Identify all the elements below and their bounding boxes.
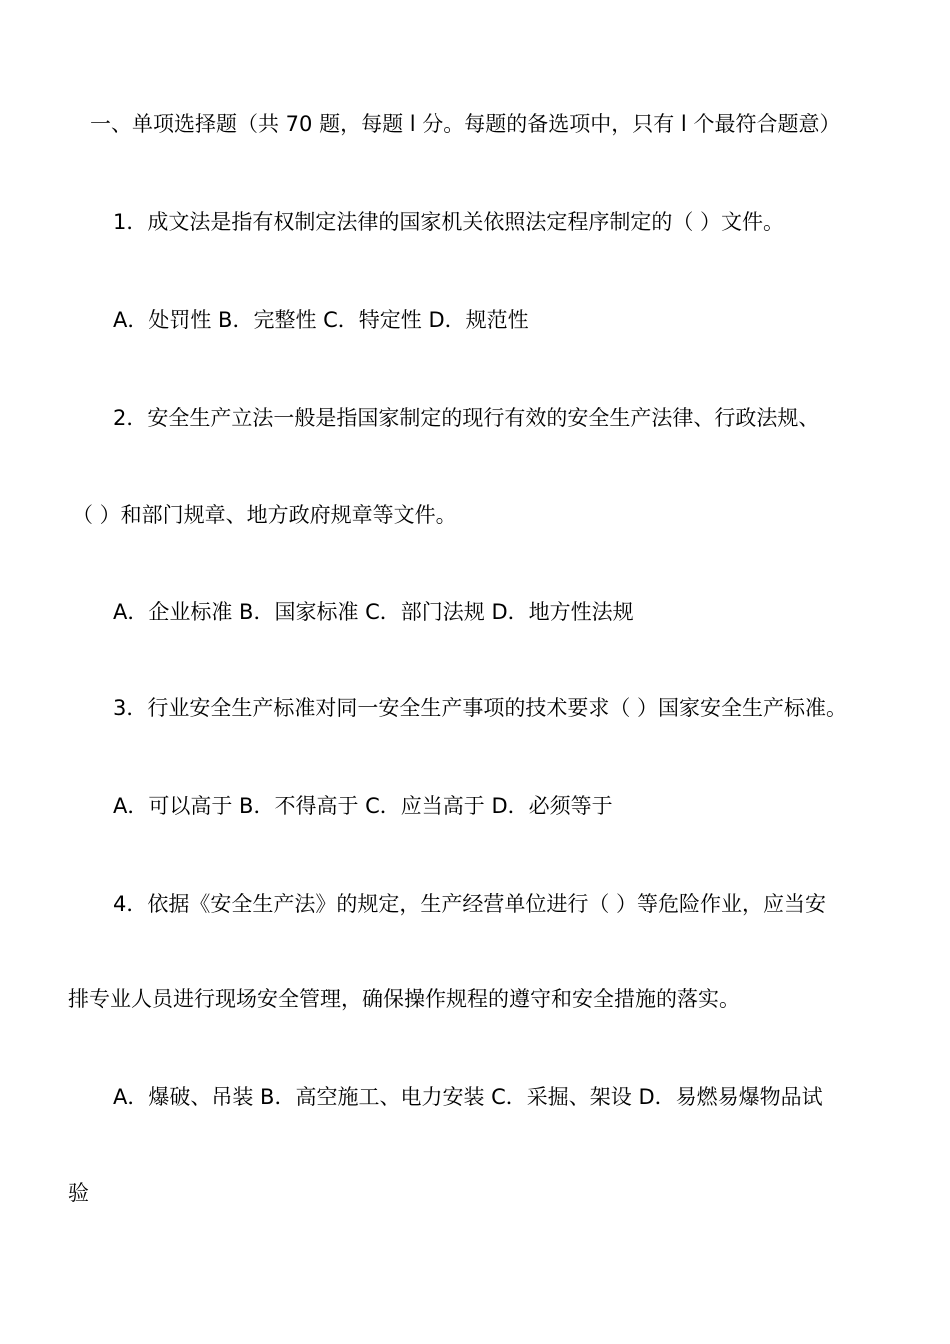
question-1-text: 1．成文法是指有权制定法律的国家机关依照法定程序制定的（ ）文件。: [113, 210, 785, 234]
question-4-text: 4．依据《安全生产法》的规定，生产经营单位进行（ ）等危险作业，应当安: [113, 892, 827, 916]
section-heading: 一、单项选择题（共 70 题，每题 l 分。每题的备选项中，只有 l 个最符合题意）: [90, 112, 841, 136]
question-4-options-continued: 验: [68, 1181, 89, 1205]
question-3-options: A．可以高于 B．不得高于 C．应当高于 D．必须等于: [113, 794, 613, 818]
question-2-options: A．企业标准 B．国家标准 C．部门法规 D．地方性法规: [113, 600, 634, 624]
question-2-text: 2．安全生产立法一般是指国家制定的现行有效的安全生产法律、行政法规、: [113, 406, 820, 430]
question-4-text-continued: 排专业人员进行现场安全管理，确保操作规程的遵守和安全措施的落实。: [68, 987, 740, 1011]
question-3-text: 3．行业安全生产标准对同一安全生产事项的技术要求（ ）国家安全生产标准。: [113, 696, 848, 720]
question-1-options: A．处罚性 B．完整性 C．特定性 D．规范性: [113, 308, 529, 332]
question-4-options: A．爆破、吊装 B．高空施工、电力安装 C．采掘、架设 D．易燃易爆物品试: [113, 1085, 823, 1109]
question-2-text-continued: （ ）和部门规章、地方政府规章等文件。: [72, 503, 457, 527]
